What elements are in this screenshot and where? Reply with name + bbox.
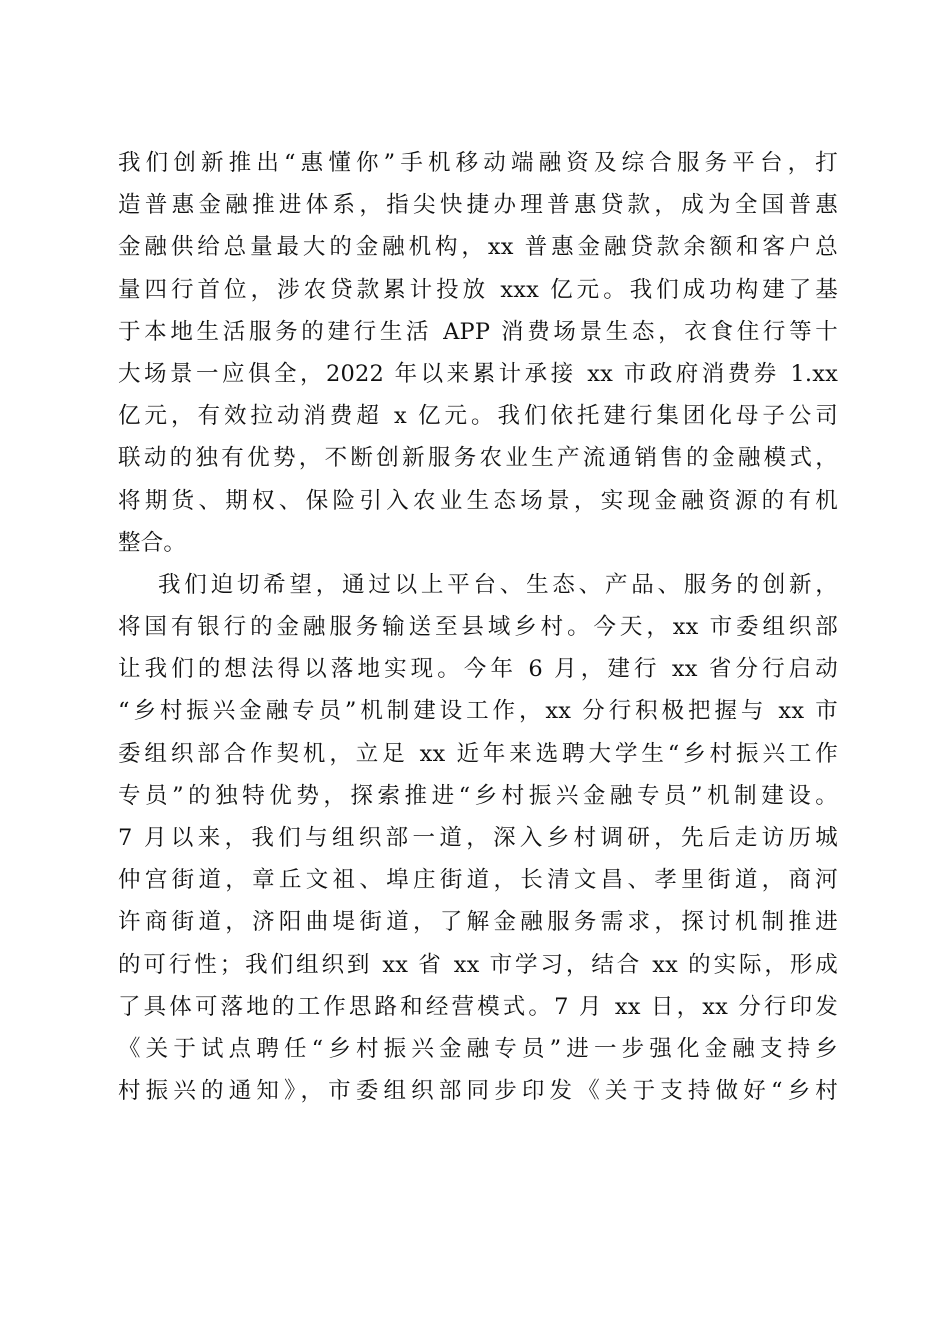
text-line: 将国有银行的金融服务输送至县域乡村。今天，xx 市委组织部 [118,614,838,641]
text-line: 许商街道，济阳曲堤街道，了解金融服务需求，探讨机制推进 [118,909,838,936]
text-line: 仲宫街道，章丘文祖、埠庄街道，长清文昌、孝里街道，商河 [118,867,838,894]
text-line: 量四行首位，涉农贷款累计投放 xxx 亿元。我们成功构建了基 [118,276,838,303]
text-line: 整合。 [118,529,187,556]
text-line: 大场景一应俱全，2022 年以来累计承接 xx 市政府消费券 1.xx [118,360,838,387]
text-line: 了具体可落地的工作思路和经营模式。7 月 xx 日，xx 分行印发 [118,993,838,1020]
text-line: 7 月以来，我们与组织部一道，深入乡村调研，先后走访历城 [118,825,838,851]
text-line: 让我们的想法得以落地实现。今年 6 月，建行 xx 省分行启动 [118,656,838,683]
text-line: 委组织部合作契机，立足 xx 近年来选聘大学生“乡村振兴工作 [118,740,838,767]
paragraph-first-line: 我们迫切希望，通过以上平台、生态、产品、服务的创新， [158,571,838,598]
text-line: 将期货、期权、保险引入农业生态场景，实现金融资源的有机 [118,487,838,514]
text-line: 《关于试点聘任“乡村振兴金融专员”进一步强化金融支持乡 [118,1035,838,1062]
text-line: “乡村振兴金融专员”机制建设工作，xx 分行积极把握与 xx 市 [118,698,838,725]
text-line: 村振兴的通知》，市委组织部同步印发《关于支持做好“乡村 [118,1078,838,1105]
text-line: 的可行性；我们组织到 xx 省 xx 市学习，结合 xx 的实际，形成 [118,951,838,978]
text-line: 我们创新推出“惠懂你”手机移动端融资及综合服务平台，打 [118,150,838,176]
text-line: 金融供给总量最大的金融机构，xx 普惠金融贷款余额和客户总 [118,234,838,261]
body-text [118,142,838,1112]
text-line: 联动的独有优势，不断创新服务农业生产流通销售的金融模式， [118,445,838,472]
text-line: 于本地生活服务的建行生活 APP 消费场景生态，衣食住行等十 [118,318,838,345]
text-line: 专员”的独特优势，探索推进“乡村振兴金融专员”机制建设。 [118,782,838,809]
text-line: 造普惠金融推进体系，指尖快捷办理普惠贷款，成为全国普惠 [118,192,838,219]
text-line: 亿元，有效拉动消费超 x 亿元。我们依托建行集团化母子公司 [118,403,838,430]
